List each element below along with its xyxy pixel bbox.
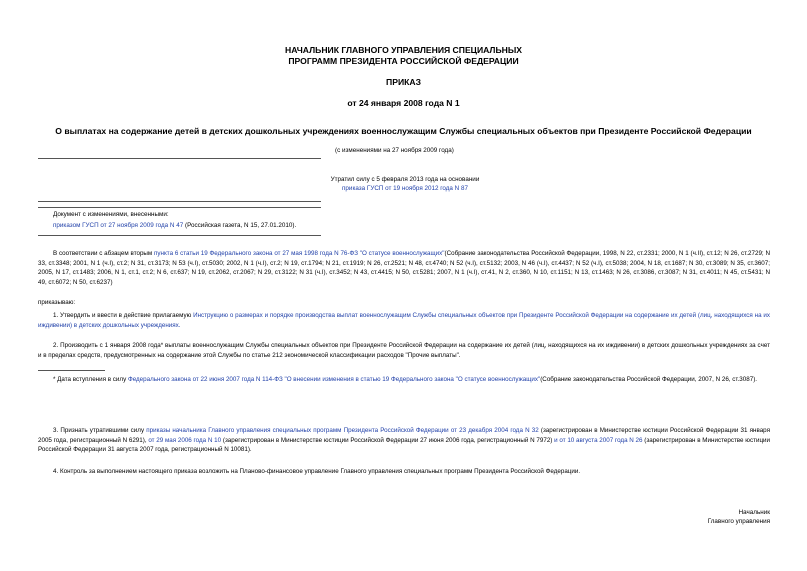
lost-force-text: Утратил силу с 5 февраля 2013 года на основании bbox=[330, 176, 480, 183]
divider bbox=[38, 235, 321, 236]
amended-note: (с изменениями на 27 ноября 2009 года) bbox=[335, 147, 454, 154]
item-1-text: 1. Утвердить и ввести в действие прилагаемую bbox=[53, 312, 194, 319]
signatory-line-2: Главного управления bbox=[707, 518, 770, 525]
item-3-text-4: (зарегистрирован в Министерстве юстиции Российской Федерации 31 августа 2007 года, регистрационный N 10081). bbox=[38, 436, 771, 454]
footnote-divider bbox=[38, 370, 105, 371]
authority-line-1: НАЧАЛЬНИК ГЛАВНОГО УПРАВЛЕНИЯ СПЕЦИАЛЬНЫХ bbox=[285, 45, 522, 55]
lost-force-basis-link[interactable] bbox=[300, 184, 510, 193]
amending-order-link[interactable]: приказом ГУСП от 27 ноября 2009 года N 47 bbox=[53, 222, 184, 229]
divider bbox=[38, 158, 321, 159]
doc-date-number: от 24 января 2008 года N 1 bbox=[347, 98, 460, 108]
item-3-text-3: (зарегистрирован в Министерстве юстиции Российской Федерации 27 июня 2006 года, регистрационный N 7972) bbox=[221, 436, 555, 444]
footnote-before: * Дата вступления в силу bbox=[53, 376, 128, 383]
order-2007-n26-link[interactable]: и от 10 августа 2007 года N 26 bbox=[554, 436, 643, 444]
preamble-citation: (Собрание законодательства Российской Федерации, 1998, N 22, ст.2331; 2000, N 1 (ч.II), ст.12; N 26, ст.2729; N 33, ст.3348; 2001, N 1 (ч.I), ст.2; N 31, ст.3173; N 53 (ч.I), ст.5030; 2002, N 1 (ч.I), ст.2; N 19, ст.1794; N 21, ст.1919; N 26, ст.2521; N 48, ст.4740; N 52 (ч.I), ст.5132; 2003, N 46 (ч.I), ст.4437; N 52 (ч.I), ст.5038; 2004, N 18, ст.1687; N 30, ст.3089; N 35, ст.3607; 2005, N 17, ст.1483; 2006, N 1, ст.1, ст.2; N 6, ст.637; N 19, ст.2062, ст.2067; N 29, ст.3122; N 31 (ч.I), ст.3452; N 43, ст.4415; N 50, ст.5281; 2007, N 1 (ч.I), ст.41, N 2, ст.360, N 10, ст.1151; N 13, ст.1463; N 26, ст.3086, ст.3087; N 31, ст.4011; N 45, ст.5431; N 49, ст.6072; N 50, ст.6237) bbox=[38, 250, 770, 286]
federal-law-76fz-link[interactable]: пункта 6 статьи 19 Федерального закона от 27 мая 1998 года N 76-ФЗ "О статусе военнослужащих" bbox=[154, 250, 445, 257]
doc-title: О выплатах на содержание детей в детских дошкольных учреждениях военнослужащим Службы специальных объектов при Президенте Российской Федерации bbox=[55, 126, 752, 136]
order-2006-n10-link[interactable]: от 29 мая 2006 года N 10 bbox=[148, 436, 222, 444]
amendments-source: (Российская газета, N 15, 27.01.2010). bbox=[183, 222, 297, 229]
item-4: 4. Контроль за выполнением настоящего приказа возложить на Планово-финансовое управление Главного управления специальных программ Президента Российской Федерации. bbox=[53, 468, 581, 475]
authority-line-2: ПРОГРАММ ПРЕЗИДЕНТА РОССИЙСКОЙ ФЕДЕРАЦИИ bbox=[288, 56, 519, 66]
item-3-text-2: (зарегистрирован в Министерстве юстиции Российской Федерации 31 января 2005 года, регистрационный N 6291), bbox=[38, 427, 770, 444]
signatory-line-1: Начальник bbox=[738, 509, 770, 516]
order-2004-n32-link[interactable]: приказы начальника Главного управления специальных программ Президента Российской Федерации от 23 декабря 2004 года N 32 bbox=[146, 427, 539, 434]
signatory-title bbox=[600, 508, 770, 526]
doc-type: ПРИКАЗ bbox=[386, 77, 421, 87]
divider bbox=[38, 207, 321, 208]
amendments-line bbox=[53, 221, 296, 230]
issuing-authority bbox=[0, 45, 807, 67]
divider bbox=[38, 201, 321, 202]
preamble-paragraph bbox=[38, 249, 770, 287]
instruction-link[interactable]: Инструкцию о размерах и порядке производства выплат военнослужащим Службы специальных объектов при Президенте Российской Федерации на содержание их детей (лиц, находящихся на их иждивении) в детских дошкольных учреждениях. bbox=[38, 312, 770, 329]
basis-order-link[interactable]: приказа ГУСП от 19 ноября 2012 года N 87 bbox=[342, 185, 468, 192]
item-1 bbox=[38, 311, 770, 330]
amendments-label: Документ с изменениями, внесенными: bbox=[53, 211, 169, 218]
federal-law-114fz-link[interactable]: Федерального закона от 22 июня 2007 года N 114-ФЗ "О внесении изменения в статью 19 Федерального закона "О статусе военнослужащих" bbox=[127, 376, 541, 383]
item-2: 2. Производить с 1 января 2008 года* выплаты военнослужащим Службы специальных объектов при Президенте Российской Федерации на содержание их детей (лиц, находящихся на их иждивении) в детских дошкольных учреждениях за счет и в пределах средств, предусмотренных на содержание этой Службы по статье 212 экономической классификации расходов "Прочие выплаты". bbox=[38, 342, 770, 359]
order-word: приказываю: bbox=[38, 299, 76, 306]
item-3 bbox=[38, 426, 770, 455]
footnote-citation: (Собрание законодательства Российской Федерации, 2007, N 26, ст.3087). bbox=[540, 376, 758, 383]
footnote bbox=[38, 375, 770, 385]
item-3-text-1: 3. Признать утратившими силу bbox=[53, 427, 147, 434]
preamble-before: В соответствии с абзацем вторым bbox=[53, 250, 155, 257]
